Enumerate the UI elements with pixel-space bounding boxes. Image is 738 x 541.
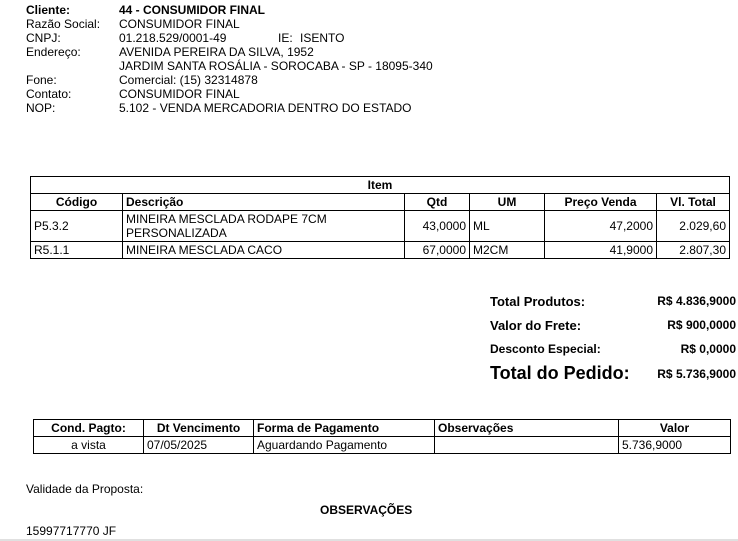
cliente-value: 44 - CONSUMIDOR FINAL xyxy=(119,3,266,17)
col-descricao: Descrição xyxy=(123,194,405,211)
cell-total: 2.807,30 xyxy=(657,242,730,259)
total-produtos-value: R$ 4.836,9000 xyxy=(657,294,736,308)
items-header-row xyxy=(31,194,730,211)
cell-preco: 41,9000 xyxy=(545,242,657,259)
cell-codigo: P5.3.2 xyxy=(31,211,123,242)
contato-label: Contato: xyxy=(26,87,72,101)
total-produtos-label: Total Produtos: xyxy=(490,294,586,309)
cell-um: M2CM xyxy=(470,242,545,259)
endereco-line2: JARDIM SANTA ROSÁLIA - SOROCABA - SP - 18095-340 xyxy=(119,59,433,73)
cell-qtd: 43,0000 xyxy=(405,211,470,242)
desconto-value: R$ 0,0000 xyxy=(680,342,736,356)
descricao-line: PERSONALIZADA xyxy=(126,226,227,240)
observacoes-title: OBSERVAÇÕES xyxy=(320,503,413,517)
cnpj-label: CNPJ: xyxy=(26,31,61,45)
payment-table xyxy=(33,419,731,454)
validade-label: Validade da Proposta: xyxy=(26,482,144,496)
endereco-label: Endereço: xyxy=(26,45,81,59)
cell-qtd: 67,0000 xyxy=(405,242,470,259)
cliente-label: Cliente: xyxy=(26,3,71,17)
razao-label: Razão Social: xyxy=(26,17,101,31)
contato-value: CONSUMIDOR FINAL xyxy=(119,87,240,101)
col-valor: Valor xyxy=(619,420,731,437)
razao-value: CONSUMIDOR FINAL xyxy=(119,17,240,31)
items-table xyxy=(30,176,730,259)
observacoes-text: 15997717770 JF xyxy=(26,524,117,538)
col-total: Vl. Total xyxy=(657,194,730,211)
cell-total: 2.029,60 xyxy=(657,211,730,242)
ie-label: IE: xyxy=(278,31,293,45)
total-pedido-value: R$ 5.736,9000 xyxy=(657,367,736,381)
cell-descricao xyxy=(123,211,405,242)
cell-um: ML xyxy=(470,211,545,242)
items-title: Item xyxy=(31,177,730,194)
table-row xyxy=(31,211,730,242)
valor-frete-value: R$ 900,0000 xyxy=(667,318,736,332)
col-venc: Dt Vencimento xyxy=(144,420,254,437)
cell-valor: 5.736,9000 xyxy=(619,437,731,454)
cell-preco: 47,2000 xyxy=(545,211,657,242)
col-codigo: Código xyxy=(31,194,123,211)
cell-obs xyxy=(435,437,619,454)
payment-header-row xyxy=(34,420,731,437)
fone-label: Fone: xyxy=(26,73,57,87)
col-qtd: Qtd xyxy=(405,194,470,211)
cell-venc: 07/05/2025 xyxy=(144,437,254,454)
col-obs: Observações xyxy=(435,420,619,437)
cell-codigo: R5.1.1 xyxy=(31,242,123,259)
table-row xyxy=(34,437,731,454)
ie-value: ISENTO xyxy=(300,31,345,45)
cell-forma: Aguardando Pagamento xyxy=(254,437,435,454)
nop-label: NOP: xyxy=(26,101,56,115)
cnpj-value: 01.218.529/0001-49 xyxy=(119,31,227,45)
cell-cond: a vista xyxy=(34,437,144,454)
valor-frete-label: Valor do Frete: xyxy=(490,318,582,333)
total-pedido-label: Total do Pedido: xyxy=(490,363,630,383)
table-row xyxy=(31,242,730,259)
col-forma: Forma de Pagamento xyxy=(254,420,435,437)
nop-value: 5.102 - VENDA MERCADORIA DENTRO DO ESTADO xyxy=(119,101,412,115)
col-preco: Preço Venda xyxy=(545,194,657,211)
descricao-line: MINEIRA MESCLADA RODAPE 7CM xyxy=(126,212,327,226)
cell-descricao: MINEIRA MESCLADA CACO xyxy=(123,242,405,259)
endereco-line1: AVENIDA PEREIRA DA SILVA, 1952 xyxy=(119,45,314,59)
desconto-label: Desconto Especial: xyxy=(490,342,601,356)
col-cond: Cond. Pagto: xyxy=(34,420,144,437)
fone-value: Comercial: (15) 32314878 xyxy=(119,73,258,87)
col-um: UM xyxy=(470,194,545,211)
